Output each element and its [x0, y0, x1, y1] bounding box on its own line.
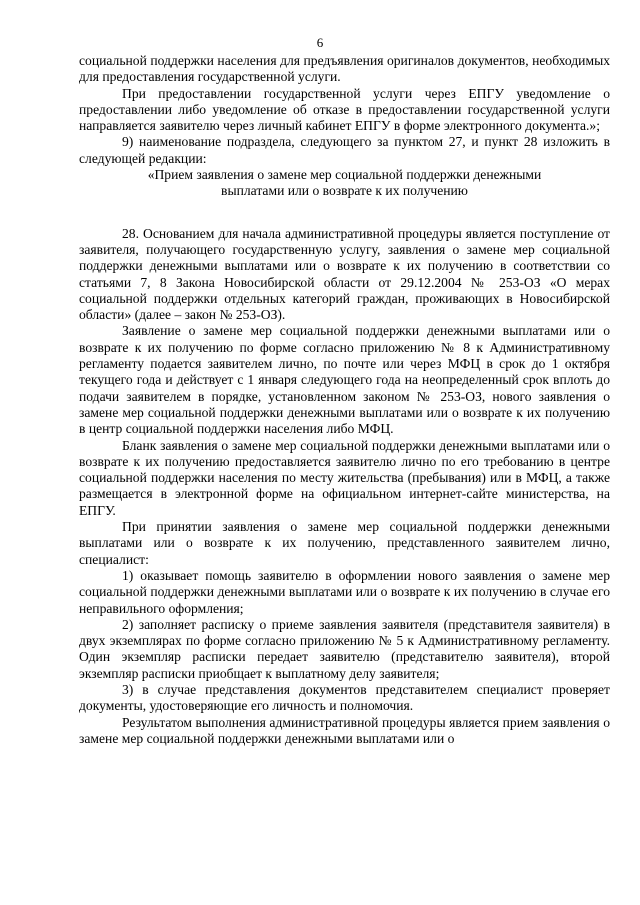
list-item-3: 3) в случае представления документов представителем специалист проверяет документы, удостоверяющие его личность и полномочия. — [79, 681, 610, 714]
list-item-2: 2) заполняет расписку о приеме заявления заявителя (представителя заявителя) в двух экземплярах по форме согласно приложению № 5 к Административному регламенту. Один экземпляр расписки передает заявителю (представителю заявителя), второй экземпляр расписки приобщает к выплатному делу заявителя; — [79, 616, 610, 681]
paragraph-item-28: 28. Основанием для начала административной процедуры является поступление от заявителя, получающего государственную услугу, заявления о замене мер социальной поддержки денежными выплатами или о возврате к их получению в соответствии со статьями 7, 8 Закона Новосибирской области от 29.12.2004 № 253-ОЗ «О мерах социальной поддержки отдельных категорий граждан, проживающих в Новосибирской области» (далее – закон № 253-ОЗ). — [79, 225, 610, 323]
document-body — [79, 53, 610, 747]
paragraph-result: Результатом выполнения административной процедуры является прием заявления о замене мер социальной поддержки денежными выплатами или о — [79, 714, 610, 746]
list-item-1: 1) оказывает помощь заявителю в оформлении нового заявления о замене мер социальной поддержки денежными выплатами или о возврате к их получению в случае его неправильного оформления; — [79, 567, 610, 616]
subsection-heading: «Прием заявления о замене мер социальной поддержки денежными выплатами или о возврате к их получению — [147, 167, 542, 199]
paragraph-application-form: Бланк заявления о замене мер социальной поддержки денежными выплатами или о возврате к их получению предоставляется заявителю лично по его требованию в центре социальной поддержки населения по месту жительства (пребывания) или в МФЦ, а также размещается в электронной форме на официальном интернет-сайте министерства, на ЕПГУ. — [79, 437, 610, 518]
paragraph-specialist-actions: При принятии заявления о замене мер социальной поддержки денежными выплатами или о возврате к их получению, представленного заявителем лично, специалист: — [79, 519, 610, 567]
paragraph-epgu-notification: При предоставлении государственной услуги через ЕПГУ уведомление о предоставлении либо уведомление об отказе в предоставлении государственной услуги направляется заявителю через личный кабинет ЕПГУ в форме электронного документа.»; — [79, 85, 610, 134]
paragraph-item-9: 9) наименование подраздела, следующего за пунктом 27, и пункт 28 изложить в следующей редакции: — [79, 134, 610, 166]
paragraph-application-submission: Заявление о замене мер социальной поддержки денежными выплатами или о возврате к их получению по форме согласно приложению № 8 к Административному регламенту подается заявителем лично, по почте или через МФЦ в срок до 1 октября текущего года и действует с 1 января следующего года на неопределенный срок вплоть до подачи заявителем в порядке, установленном законом № 253-ОЗ, нового заявления о замене мер социальной поддержки денежными выплатами или о возврате к их получению в центр социальной поддержки населения либо МФЦ. — [79, 323, 610, 437]
page-number: 6 — [316, 35, 324, 50]
paragraph-continuation: социальной поддержки населения для предъявления оригиналов документов, необходимых для предоставления государственной услуги. — [79, 53, 610, 85]
